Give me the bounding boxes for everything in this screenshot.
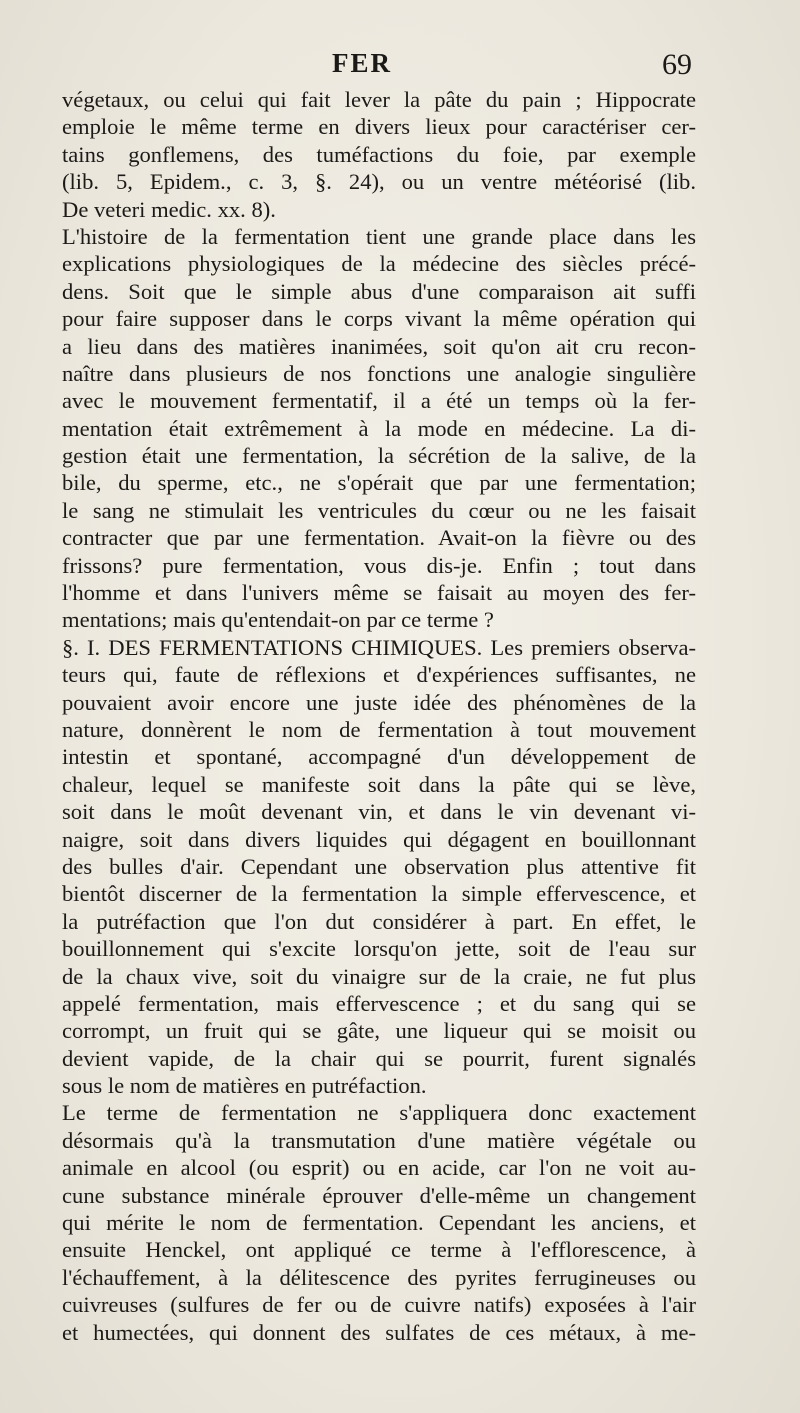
text-line: §. I. DES FERMENTATIONS CHIMIQUES. Les premiers observa- <box>62 634 696 660</box>
text-line: l'homme et dans l'univers même se faisait au moyen des fer- <box>62 580 696 606</box>
text-line: cuivreuses (sulfures de fer ou de cuivre natifs) exposées à l'air <box>62 1292 696 1318</box>
text-line: de la chaux vive, soit du vinaigre sur de la craie, ne fut plus <box>62 963 696 989</box>
text-line: bile, du sperme, etc., ne s'opérait que par une fermentation; <box>62 470 696 496</box>
text-line: ensuite Henckel, ont appliqué ce terme à l'efflorescence, à <box>62 1237 696 1263</box>
text-line: appelé fermentation, mais effervescence ; et du sang qui se <box>62 990 696 1016</box>
text-line: pouvaient avoir encore une juste idée des phénomènes de la <box>62 689 696 715</box>
text-line: naigre, soit dans divers liquides qui dégagent en bouillonnant <box>62 826 696 852</box>
text-line: corrompt, un fruit qui se gâte, une liqueur qui se moisit ou <box>62 1018 696 1044</box>
text-line: dens. Soit que le simple abus d'une comparaison ait suffi <box>62 278 696 304</box>
page-number: 69 <box>662 48 692 81</box>
text-line: a lieu dans des matières inanimées, soit qu'on ait cru recon- <box>62 333 696 359</box>
text-line: L'histoire de la fermentation tient une grande place dans les <box>62 223 696 249</box>
text-line: sous le nom de matières en putréfaction. <box>62 1073 427 1099</box>
body-text <box>62 86 696 1346</box>
text-line: tains gonflemens, des tuméfactions du foie, par exemple <box>62 141 696 167</box>
text-line: frissons? pure fermentation, vous dis-je. Enfin ; tout dans <box>62 552 696 578</box>
text-line: teurs qui, faute de réflexions et d'expériences suffisantes, ne <box>62 662 696 688</box>
text-line: animale en alcool (ou esprit) ou en acide, car l'on ne voit au- <box>62 1155 696 1181</box>
text-line: bouillonnement qui s'excite lorsqu'on jette, soit de l'eau sur <box>62 936 696 962</box>
text-line: soit dans le moût devenant vin, et dans le vin devenant vi- <box>62 799 696 825</box>
text-line: naître dans plusieurs de nos fonctions une analogie singulière <box>62 360 696 386</box>
text-line: désormais qu'à la transmutation d'une matière végétale ou <box>62 1127 696 1153</box>
text-line: pour faire supposer dans le corps vivant la même opération qui <box>62 306 696 332</box>
text-line: qui mérite le nom de fermentation. Cependant les anciens, et <box>62 1210 696 1236</box>
text-line: végetaux, ou celui qui fait lever la pâte du pain ; Hippocrate <box>62 87 696 112</box>
text-line: devient vapide, de la chair qui se pourrit, furent signalés <box>62 1045 696 1071</box>
running-head: FER <box>332 48 392 78</box>
page-header <box>0 48 800 88</box>
text-line: avec le mouvement fermentatif, il a été un temps où la fer- <box>62 388 696 414</box>
text-line: explications physiologiques de la médecine des siècles précé- <box>62 251 696 277</box>
text-line: mentations; mais qu'entendait-on par ce terme ? <box>62 607 494 633</box>
text-line: des bulles d'air. Cependant une observation plus attentive fit <box>62 853 696 879</box>
text-line: l'échauffement, à la délitescence des pyrites ferrugineuses ou <box>62 1264 696 1290</box>
text-line: cune substance minérale éprouver d'elle-même un changement <box>62 1182 696 1208</box>
text-line: le sang ne stimulait les ventricules du cœur ou ne les faisait <box>62 497 696 523</box>
text-line: bientôt discerner de la fermentation la simple effervescence, et <box>62 881 696 907</box>
text-line: chaleur, lequel se manifeste soit dans la pâte qui se lève, <box>62 771 696 797</box>
text-line: De veteri medic. xx. 8). <box>62 196 276 222</box>
text-line: (lib. 5, Epidem., c. 3, §. 24), ou un ventre météorisé (lib. <box>62 169 696 195</box>
text-line: mentation était extrêmement à la mode en médecine. La di- <box>62 415 696 441</box>
text-line: gestion était une fermentation, la sécrétion de la salive, de la <box>62 443 696 469</box>
text-line: nature, donnèrent le nom de fermentation à tout mouvement <box>62 716 696 742</box>
text-line: intestin et spontané, accompagné d'un développement de <box>62 744 696 770</box>
text-line: et humectées, qui donnent des sulfates de ces métaux, à me- <box>62 1319 696 1345</box>
text-line: emploie le même terme en divers lieux pour caractériser cer- <box>62 114 696 140</box>
text-line: la putréfaction que l'on dut considérer à part. En effet, le <box>62 908 696 934</box>
text-line: Le terme de fermentation ne s'appliquera donc exactement <box>62 1100 696 1126</box>
text-line: contracter que par une fermentation. Avait-on la fièvre ou des <box>62 525 696 551</box>
